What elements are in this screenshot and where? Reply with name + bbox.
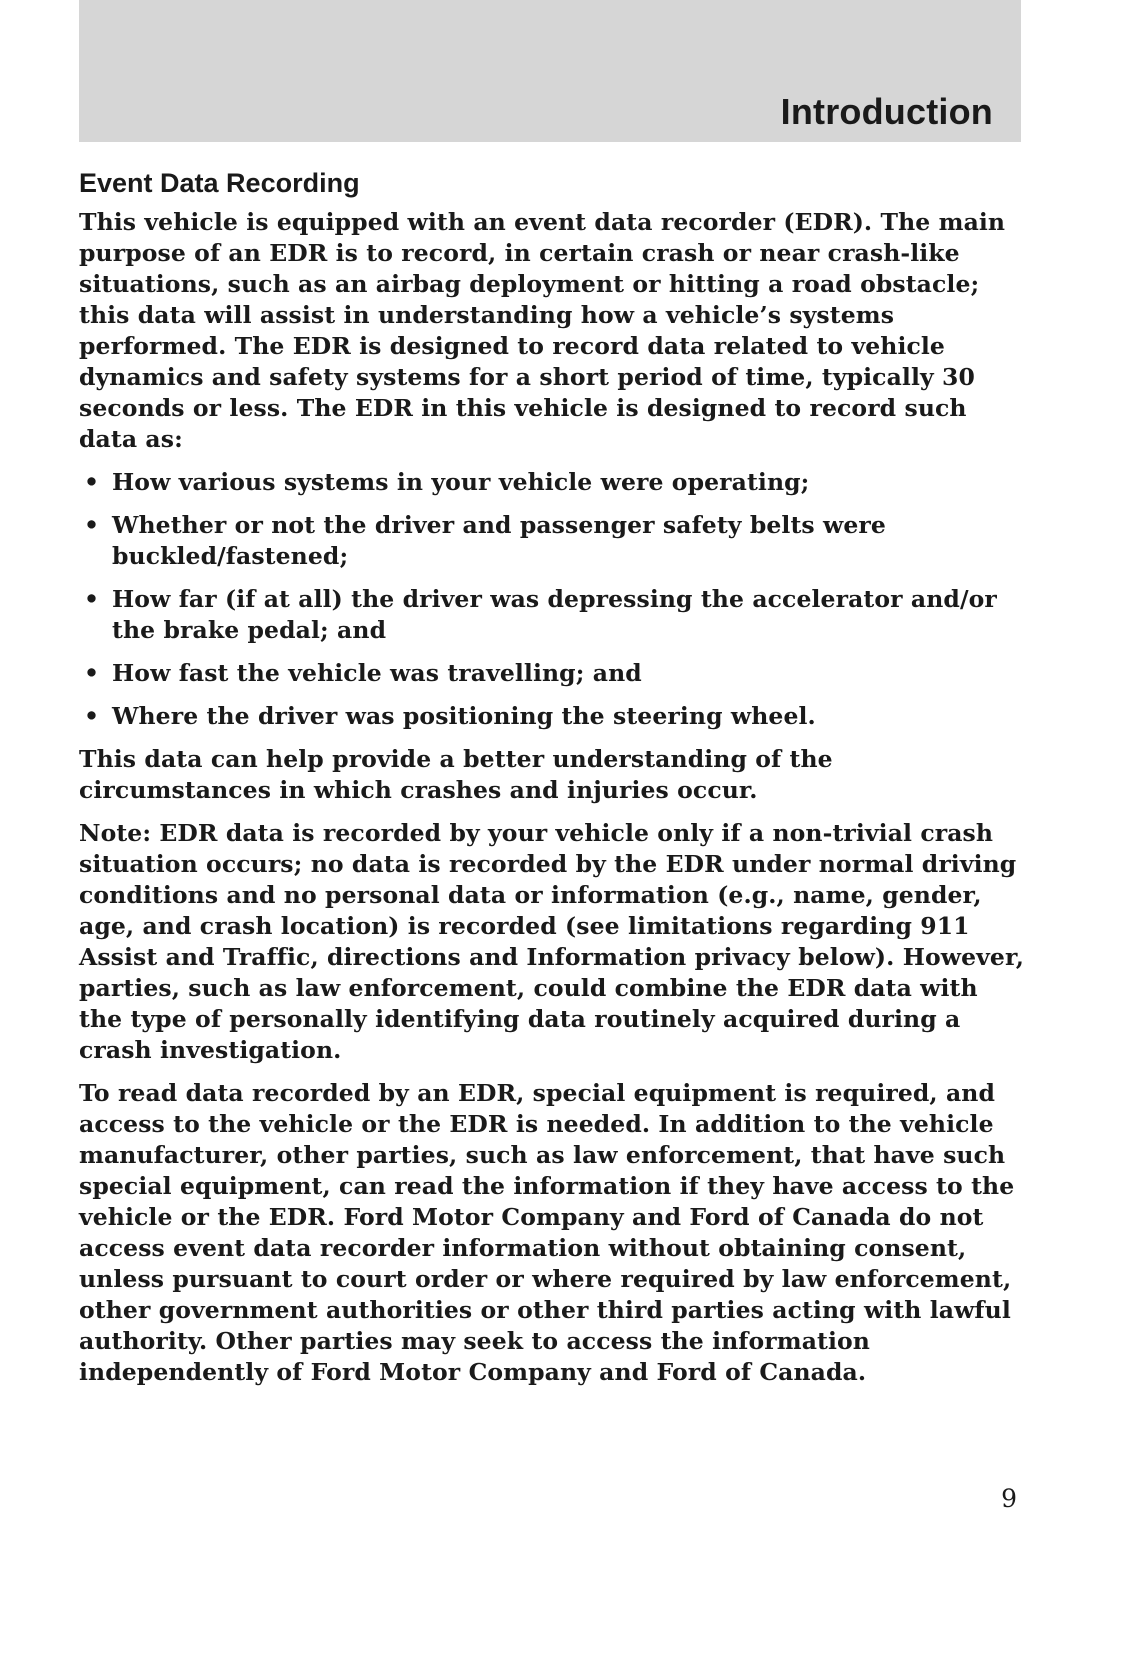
main-content bbox=[79, 166, 1029, 1400]
list-item bbox=[79, 467, 1029, 498]
list-item-text: Where the driver was positioning the steering wheel. bbox=[112, 702, 816, 730]
section-heading: Event Data Recording bbox=[79, 168, 360, 198]
bullet-icon: • bbox=[84, 659, 100, 687]
intro-paragraph: This vehicle is equipped with an event data recorder (EDR). The main purpose of an EDR is to record, in certain crash or near crash-like situations, such as an airbag deployment or hitting a road obstacle; this data will assist in understanding how a vehicle’s systems performed. The EDR is designed to record data related to vehicle dynamics and safety systems for a short period of time, typically 30 seconds or less. The EDR in this vehicle is designed to record such data as: bbox=[79, 208, 1006, 453]
recorded-data-list bbox=[79, 467, 1029, 732]
list-item bbox=[79, 658, 1029, 689]
list-item-text: How various systems in your vehicle were operating; bbox=[112, 468, 810, 496]
list-item-text: How far (if at all) the driver was depressing the accelerator and/or the brake pedal; and bbox=[112, 585, 997, 644]
note-paragraph: Note: EDR data is recorded by your vehicle only if a non-trivial crash situation occurs; no data is recorded by the EDR under normal driving conditions and no personal data or information (e.g., name, gender, age, and crash location) is recorded (see limitations regarding 911 Assist and Traffic, directions and Information privacy below). However, parties, such as law enforcement, could combine the EDR data with the type of personally identifying data routinely acquired during a crash investigation. bbox=[79, 819, 1025, 1064]
bullet-icon: • bbox=[84, 585, 100, 613]
bullet-icon: • bbox=[84, 702, 100, 730]
list-item-text: How fast the vehicle was travelling; and bbox=[112, 659, 642, 687]
list-item bbox=[79, 510, 1029, 572]
list-item-text: Whether or not the driver and passenger safety belts were buckled/fastened; bbox=[112, 511, 886, 570]
page-title: Introduction bbox=[780, 91, 993, 132]
access-paragraph: To read data recorded by an EDR, special equipment is required, and access to the vehicle or the EDR is needed. In addition to the vehicle manufacturer, other parties, such as law enforcement, that have such special equipment, can read the information if they have access to the vehicle or the EDR. Ford Motor Company and Ford of Canada do not access event data recorder information without obtaining consent, unless pursuant to court order or where required by law enforcement, other government authorities or other third parties acting with lawful authority. Other parties may seek to access the information independently of Ford Motor Company and Ford of Canada. bbox=[79, 1079, 1015, 1386]
understanding-paragraph: This data can help provide a better understanding of the circumstances in which crashes and injuries occur. bbox=[79, 745, 833, 804]
bullet-icon: • bbox=[84, 468, 100, 496]
page-number: 9 bbox=[1001, 1484, 1017, 1513]
header-band bbox=[79, 0, 1021, 142]
list-item bbox=[79, 584, 1029, 646]
list-item bbox=[79, 701, 1029, 732]
bullet-icon: • bbox=[84, 511, 100, 539]
